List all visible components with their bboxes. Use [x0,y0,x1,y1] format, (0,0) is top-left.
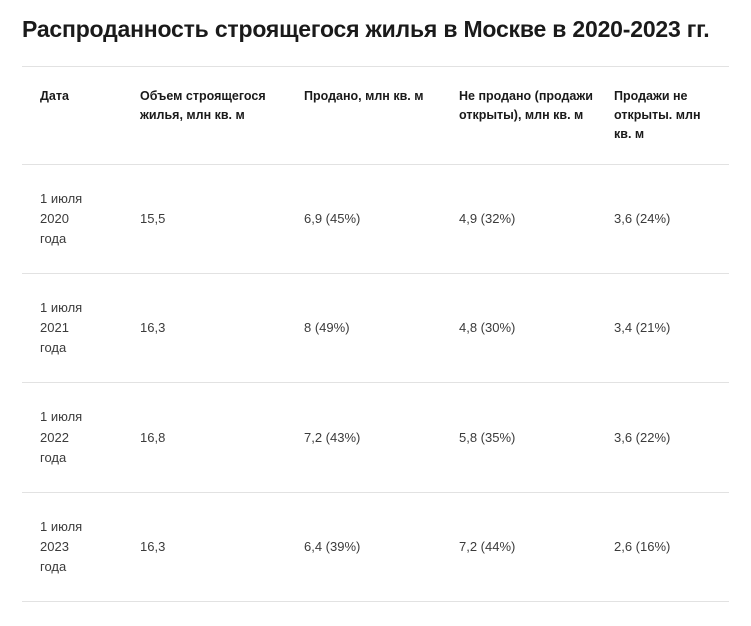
document-page [0,14,751,626]
date-line: 2020 [40,210,69,226]
table-row [22,383,729,492]
cell-sales-not-open: 3,4 (21%) [614,274,729,383]
column-header-date: Дата [22,67,140,164]
table-body [22,164,729,602]
cell-sold: 7,2 (43%) [304,383,459,492]
column-header-volume: Объем строящегося жилья, млн кв. м [140,67,304,164]
date-line: 2021 [40,320,69,336]
cell-volume: 16,8 [140,383,304,492]
cell-sales-not-open: 3,6 (22%) [614,383,729,492]
cell-sold: 6,9 (45%) [304,164,459,273]
table-row [22,274,729,383]
date-line: 2022 [40,429,69,445]
cell-date [22,383,140,492]
cell-sales-not-open: 3,6 (24%) [614,164,729,273]
date-line: 2023 [40,539,69,555]
date-line: 1 июля [40,190,83,206]
cell-sold: 6,4 (39%) [304,492,459,601]
date-line: года [40,230,67,246]
date-line: 1 июля [40,518,83,534]
cell-unsold-open: 4,9 (32%) [459,164,614,273]
cell-volume: 15,5 [140,164,304,273]
page-title: Распроданность строящегося жилья в Москве в 2020-2023 гг. [22,16,710,42]
cell-sales-not-open: 2,6 (16%) [614,492,729,601]
cell-unsold-open: 5,8 (35%) [459,383,614,492]
table-row [22,164,729,273]
cell-volume: 16,3 [140,274,304,383]
cell-unsold-open: 4,8 (30%) [459,274,614,383]
table-row [22,492,729,601]
cell-volume: 16,3 [140,492,304,601]
date-line: года [40,340,67,356]
table-header [22,67,729,164]
cell-date [22,164,140,273]
column-header-unsold-open: Не продано (продажи открыты), млн кв. м [459,67,614,164]
cell-sold: 8 (49%) [304,274,459,383]
cell-date [22,274,140,383]
date-line: 1 июля [40,300,83,316]
date-line: 1 июля [40,409,83,425]
cell-unsold-open: 7,2 (44%) [459,492,614,601]
data-table-container [22,66,729,602]
table-header-row [22,67,729,164]
date-line: года [40,449,67,465]
housing-sales-table [22,67,729,602]
column-header-sales-not-open: Продажи не открыты. млн кв. м [614,67,729,164]
cell-date [22,492,140,601]
column-header-sold: Продано, млн кв. м [304,67,459,164]
date-line: года [40,559,67,575]
